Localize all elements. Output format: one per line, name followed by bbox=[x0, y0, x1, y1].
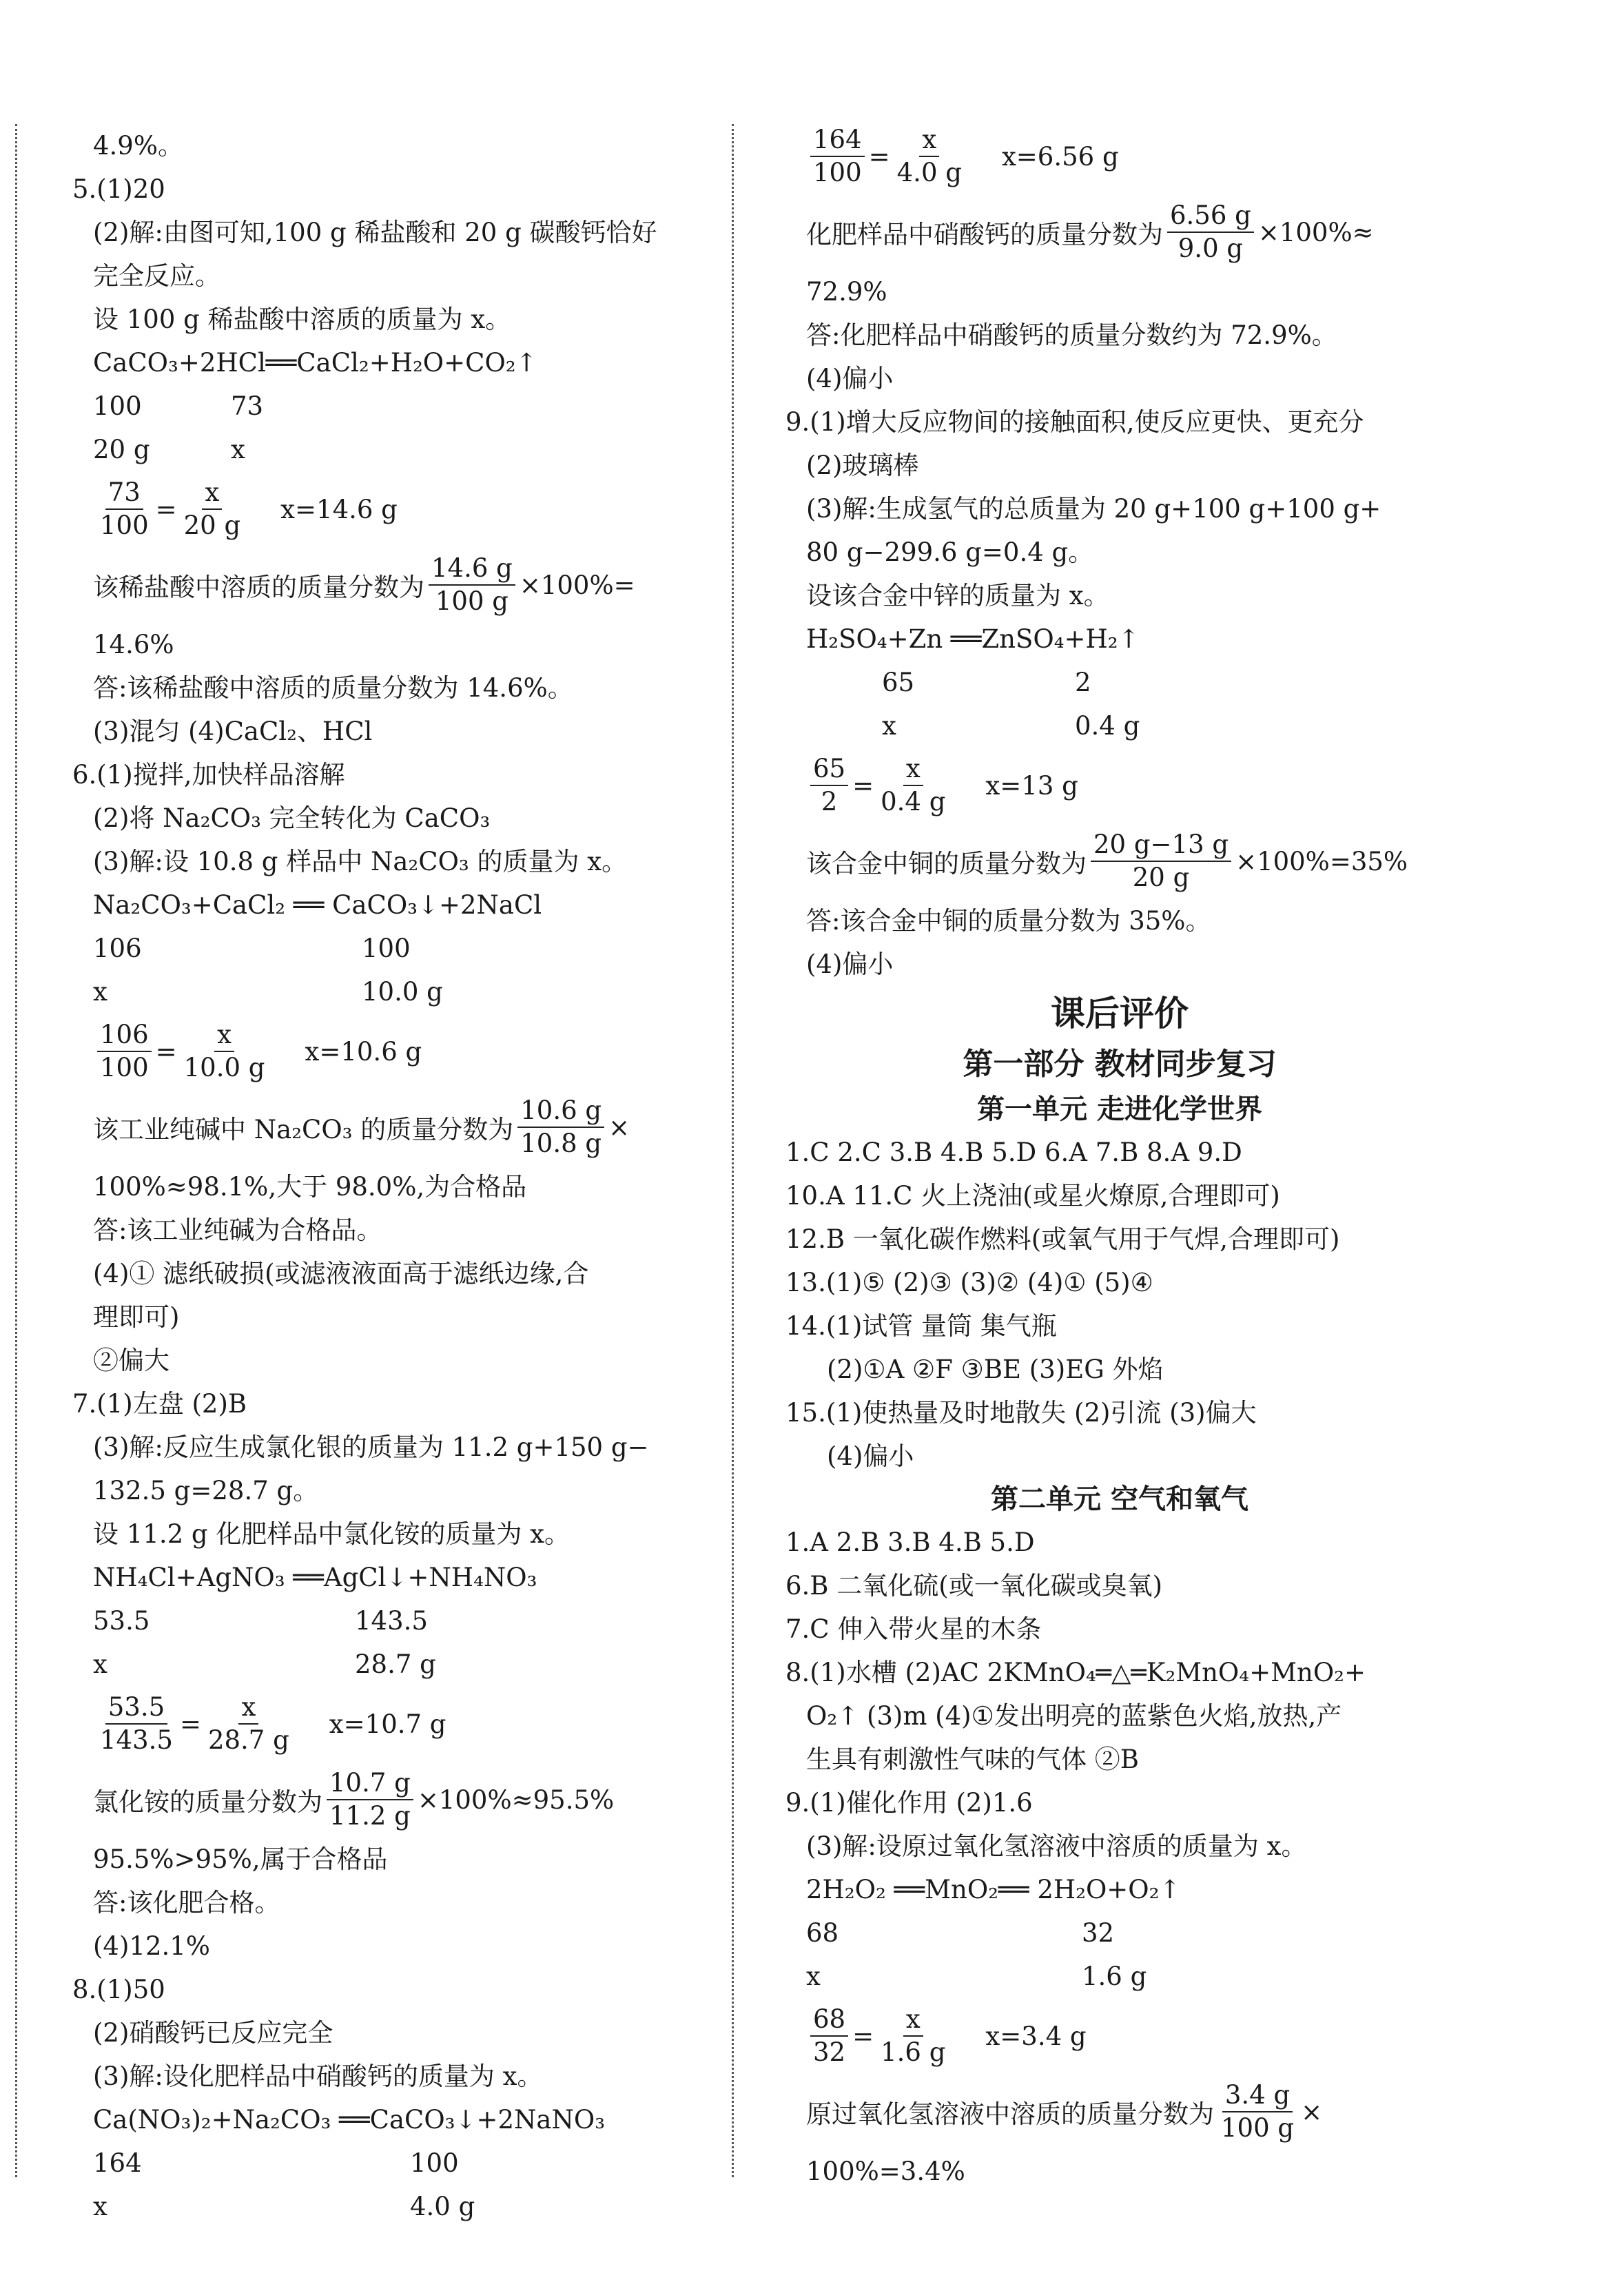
text-line: 95.5%>95%,属于合格品 bbox=[93, 1844, 388, 1874]
fraction: $\frac{x}{28.7 g}$ bbox=[207, 1692, 289, 1755]
fraction: $\frac{6.56 g}{9.0 g}$ bbox=[1167, 200, 1254, 265]
answer-line: 答:该工业纯碱为合格品。 bbox=[93, 1215, 382, 1245]
chemical-equation: CaCO₃+2HCl══CaCl₂+H₂O+CO₂↑ bbox=[93, 348, 537, 378]
percentage-row: 化肥样品中硝酸钙的质量分数为 $\frac{6.56 g}{9.0 g}$ ×100%≈ bbox=[806, 200, 1374, 263]
text-line: 设该合金中锌的质量为 x。 bbox=[806, 581, 1109, 610]
answer-key-line: O₂↑ (3)m (4)①发出明亮的蓝紫色火焰,放热,产 bbox=[806, 1701, 1342, 1731]
proportion-row: $\frac{65}{2}$ = $\frac{x}{0.4 g}$ x=13 g bbox=[785, 748, 1454, 823]
mass-row: 68 32 bbox=[806, 1918, 1115, 1948]
q5-part1: 5.(1)20 bbox=[72, 174, 165, 204]
mass-row: x 4.0 g bbox=[93, 2192, 475, 2221]
proportion-row: $\frac{53.5}{143.5}$ = $\frac{x}{28.7 g}$ x=10.7 g bbox=[72, 1686, 741, 1762]
text-line: 完全反应。 bbox=[93, 261, 220, 291]
text-line: 80 g−299.6 g=0.4 g。 bbox=[806, 537, 1094, 567]
proportion-row: $\frac{164}{100}$ = $\frac{x}{4.0 g}$ x=6.56 g bbox=[785, 119, 1454, 194]
chemical-equation: H₂SO₄+Zn ══ZnSO₄+H₂↑ bbox=[806, 624, 1140, 654]
answer-key-line: 10.A 11.C 火上浇油(或星火燎原,合理即可) bbox=[785, 1181, 1280, 1211]
fraction: $\frac{x}{4.0 g}$ bbox=[896, 125, 962, 187]
text-line: 100%≈98.1%,大于 98.0%,为合格品 bbox=[93, 1172, 527, 1202]
proportion-row: $\frac{73}{100}$ = $\frac{x}{20 g}$ x=14.6 g bbox=[72, 471, 741, 547]
unit2-title: 第二单元 空气和氧气 bbox=[991, 1483, 1248, 1515]
answer-key-line: 7.C 伸入带火星的木条 bbox=[785, 1614, 1042, 1644]
text-line: ②偏大 bbox=[93, 1346, 169, 1375]
mass-row: x 10.0 g bbox=[93, 977, 443, 1007]
fraction: $\frac{10.6 g}{10.8 g}$ bbox=[517, 1095, 604, 1160]
answer-key-line: 12.B 一氧化碳作燃料(或氧气用于气焊,合理即可) bbox=[785, 1224, 1340, 1254]
text-line: 设 100 g 稀盐酸中溶质的质量为 x。 bbox=[93, 305, 511, 334]
mass-row: x 28.7 g bbox=[93, 1649, 436, 1679]
fraction: $\frac{68}{32}$ bbox=[810, 2004, 848, 2068]
answer-key-line: 13.(1)⑤ (2)③ (3)② (4)① (5)④ bbox=[785, 1268, 1153, 1297]
chemical-equation: 2H₂O₂ ══MnO₂══ 2H₂O+O₂↑ bbox=[806, 1875, 1181, 1904]
text-line: (3)解:设 10.8 g 样品中 Na₂CO₃ 的质量为 x。 bbox=[93, 847, 628, 876]
chemical-equation: Ca(NO₃)₂+Na₂CO₃ ══CaCO₃↓+2NaNO₃ bbox=[93, 2105, 606, 2135]
mass-row: 53.5 143.5 bbox=[93, 1606, 428, 1636]
text-line: (4)12.1% bbox=[93, 1931, 210, 1961]
answer-key-line: 6.B 二氧化硫(或一氧化碳或臭氧) bbox=[785, 1571, 1163, 1601]
answer-key-line: 15.(1)使热量及时地散失 (2)引流 (3)偏大 bbox=[785, 1398, 1257, 1428]
fraction: $\frac{73}{100}$ bbox=[100, 477, 149, 540]
text-line: (4)偏小 bbox=[806, 364, 894, 393]
fraction: $\frac{20 g-13 g}{20 g}$ bbox=[1091, 829, 1231, 894]
mass-row: 100 73 bbox=[93, 391, 264, 421]
text-line: 4.9%。 bbox=[93, 131, 183, 161]
fraction: $\frac{14.6 g}{100 g}$ bbox=[429, 553, 515, 617]
answer-key-line: 1.A 2.B 3.B 4.B 5.D bbox=[785, 1528, 1035, 1557]
fraction: $\frac{164}{100}$ bbox=[810, 124, 865, 189]
mass-row: x 0.4 g bbox=[882, 711, 1140, 741]
proportion-row: $\frac{106}{100}$ = $\frac{x}{10.0 g}$ x=10.6 g bbox=[72, 1014, 741, 1089]
text-line: (3)解:设化肥样品中硝酸钙的质量为 x。 bbox=[93, 2061, 543, 2091]
chemical-equation: NH₄Cl+AgNO₃ ══AgCl↓+NH₄NO₃ bbox=[93, 1563, 537, 1592]
section-title: 课后评价 bbox=[1051, 994, 1189, 1034]
mass-row: 106 100 bbox=[93, 934, 411, 963]
text-line: (4)偏小 bbox=[806, 949, 894, 979]
fraction: $\frac{x}{20 g}$ bbox=[183, 477, 241, 540]
answer-key-line: (4)偏小 bbox=[827, 1441, 914, 1471]
text-line: (3)解:生成氢气的总质量为 20 g+100 g+100 g+ bbox=[806, 494, 1381, 524]
answer-key-line: 1.C 2.C 3.B 4.B 5.D 6.A 7.B 8.A 9.D bbox=[785, 1138, 1242, 1167]
percentage-row: 该合金中铜的质量分数为 $\frac{20 g-13 g}{20 g}$ ×100%=35% bbox=[806, 830, 1408, 892]
mass-row: 20 g x bbox=[93, 435, 245, 464]
percentage-row: 该稀盐酸中溶质的质量分数为 $\frac{14.6 g}{100 g}$ ×100%= bbox=[93, 553, 635, 616]
fraction: $\frac{65}{2}$ bbox=[810, 753, 848, 818]
chemical-equation: Na₂CO₃+CaCl₂ ══ CaCO₃↓+2NaCl bbox=[93, 890, 542, 920]
answer-line: 答:该合金中铜的质量分数为 35%。 bbox=[806, 906, 1211, 936]
answer-line: 答:该化肥合格。 bbox=[93, 1888, 280, 1917]
text-line: 100%=3.4% bbox=[806, 2157, 965, 2186]
mass-row: 65 2 bbox=[882, 668, 1091, 697]
fraction: $\frac{10.7 g}{11.2 g}$ bbox=[327, 1767, 413, 1832]
fraction: $\frac{106}{100}$ bbox=[97, 1019, 152, 1084]
text-line: (4)① 滤纸破损(或滤液液面高于滤纸边缘,合 bbox=[93, 1259, 589, 1288]
percentage-row: 该工业纯碱中 Na₂CO₃ 的质量分数为 $\frac{10.6 g}{10.8 g}$ × bbox=[93, 1096, 630, 1158]
result: x=14.6 g bbox=[280, 494, 398, 524]
part-title: 第一部分 教材同步复习 bbox=[963, 1047, 1277, 1082]
answer-key-line: (2)①A ②F ③BE (3)EG 外焰 bbox=[827, 1355, 1164, 1384]
fraction: $\frac{53.5}{143.5}$ bbox=[100, 1692, 173, 1755]
q6-part1: 6.(1)搅拌,加快样品溶解 bbox=[72, 760, 345, 790]
text-line: (2)硝酸钙已反应完全 bbox=[93, 2018, 333, 2048]
text-line: (2)玻璃棒 bbox=[806, 451, 919, 480]
answer-line: 答:化肥样品中硝酸钙的质量分数约为 72.9%。 bbox=[806, 320, 1337, 350]
fraction: $\frac{x}{1.6 g}$ bbox=[881, 2004, 946, 2067]
answer-line: 答:该稀盐酸中溶质的质量分数为 14.6%。 bbox=[93, 673, 573, 703]
answer-key-line: 8.(1)水槽 (2)AC 2KMnO₄═△═K₂MnO₄+MnO₂+ bbox=[785, 1658, 1366, 1687]
q8-part1: 8.(1)50 bbox=[72, 1975, 165, 2004]
answer-key-line: 生具有刺激性气味的气体 ②B bbox=[806, 1745, 1139, 1774]
text-line: (3)解:反应生成氯化银的质量为 11.2 g+150 g− bbox=[93, 1432, 649, 1462]
fraction: $\frac{x}{10.0 g}$ bbox=[183, 1020, 265, 1082]
right-column bbox=[785, 119, 1454, 2193]
text-line: 理即可) bbox=[93, 1302, 180, 1332]
text-line: 设 11.2 g 化肥样品中氯化铵的质量为 x。 bbox=[93, 1519, 570, 1549]
mass-row: 164 100 bbox=[93, 2148, 459, 2178]
text-line: (3)解:设原过氧化氢溶液中溶质的质量为 x。 bbox=[806, 1831, 1307, 1861]
mass-row: x 1.6 g bbox=[806, 1962, 1147, 1991]
left-column bbox=[72, 124, 741, 2228]
text-line: 72.9% bbox=[806, 277, 887, 307]
percentage-row: 氯化铵的质量分数为 $\frac{10.7 g}{11.2 g}$ ×100%≈95.5% bbox=[93, 1768, 615, 1831]
percentage-row: 原过氧化氢溶液中溶质的质量分数为 $\frac{3.4 g}{100 g}$ × bbox=[806, 2080, 1323, 2143]
q5-part2: (2)解:由图可知,100 g 稀盐酸和 20 g 碳酸钙恰好 bbox=[93, 218, 657, 247]
text-line: (3)混匀 (4)CaCl₂、HCl bbox=[93, 717, 373, 746]
text-line: 14.6% bbox=[93, 630, 174, 659]
unit1-title: 第一单元 走进化学世界 bbox=[977, 1093, 1262, 1125]
text-line: 132.5 g=28.7 g。 bbox=[93, 1476, 319, 1505]
answer-key-line: 14.(1)试管 量筒 集气瓶 bbox=[785, 1311, 1057, 1341]
fraction: $\frac{x}{0.4 g}$ bbox=[881, 754, 946, 816]
answer-key-line: 9.(1)催化作用 (2)1.6 bbox=[785, 1788, 1033, 1818]
q7-part1: 7.(1)左盘 (2)B bbox=[72, 1389, 247, 1419]
text-line: (2)将 Na₂CO₃ 完全转化为 CaCO₃ bbox=[93, 803, 491, 833]
proportion-row: $\frac{68}{32}$ = $\frac{x}{1.6 g}$ x=3.4 g bbox=[785, 1998, 1454, 2074]
left-margin-rule bbox=[15, 124, 17, 2177]
fraction: $\frac{3.4 g}{100 g}$ bbox=[1221, 2080, 1295, 2143]
q9-part1: 9.(1)增大反应物间的接触面积,使反应更快、更充分 bbox=[785, 407, 1364, 437]
